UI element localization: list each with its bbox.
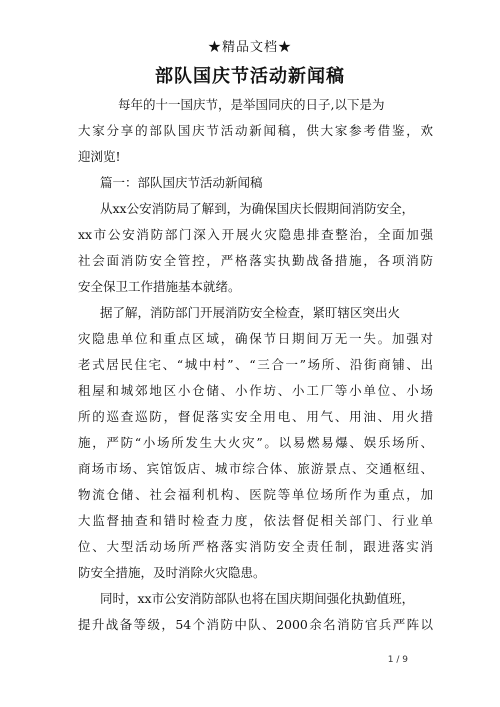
text-line: 灾隐患单位和重点区域，确保节日期间万无一失。加强对 <box>78 331 433 346</box>
text-line: 施，严防“小场所发生大火灾”。以易燃易爆、娱乐场所、 <box>78 435 433 450</box>
text-line: 篇一：部队国庆节活动新闻稿 <box>100 175 263 190</box>
text-line: 迎浏览! <box>78 149 121 164</box>
text-line: 大监督抽查和错时检查力度，依法督促相关部门、行业单 <box>78 513 433 528</box>
text-line: 所的巡查巡防，督促落实安全用电、用气、用油、用火措 <box>78 409 433 424</box>
text-line: 安全保卫工作措施基本就绪。 <box>78 279 241 294</box>
document-title: 部队国庆节活动新闻稿 <box>155 66 345 87</box>
text-line: 同时，xx市公安消防部队也将在国庆期间强化执勤值班， <box>100 591 415 606</box>
header-mark: ★精品文档★ <box>207 40 292 55</box>
text-line: 提升战备等级，54个消防中队、2000余名消防官兵严阵以 <box>78 617 433 632</box>
text-line: 据了解，消防部门开展消防安全检查，紧盯辖区突出火 <box>100 305 401 320</box>
text-line: 每年的十一国庆节，是举国同庆的日子,以下是为 <box>118 97 385 112</box>
text-line: 租屋和城郊地区小仓储、小作坊、小工厂等小单位、小场 <box>78 383 433 398</box>
page-number: 1 / 9 <box>387 655 408 665</box>
text-line: 物流仓储、社会福利机构、医院等单位场所作为重点，加 <box>78 487 433 502</box>
text-line: 从xx公安消防局了解到，为确保国庆长假期间消防安全， <box>100 201 415 216</box>
text-line: 大家分享的部队国庆节活动新闻稿，供大家参考借鉴，欢 <box>78 123 433 138</box>
text-line: 防安全措施，及时消除火灾隐患。 <box>78 565 266 580</box>
text-line: xx市公安消防部门深入开展火灾隐患排查整治，全面加强 <box>78 227 433 242</box>
text-line: 老式居民住宅、“城中村”、“三合一”场所、沿街商铺、出 <box>78 357 433 372</box>
text-line: 商场市场、宾馆饭店、城市综合体、旅游景点、交通枢纽、 <box>78 461 433 476</box>
document-body <box>78 92 433 638</box>
text-line: 社会面消防安全管控，严格落实执勤战备措施，各项消防 <box>78 253 433 268</box>
text-line: 位、大型活动场所严格落实消防安全责任制，跟进落实消 <box>78 539 433 554</box>
